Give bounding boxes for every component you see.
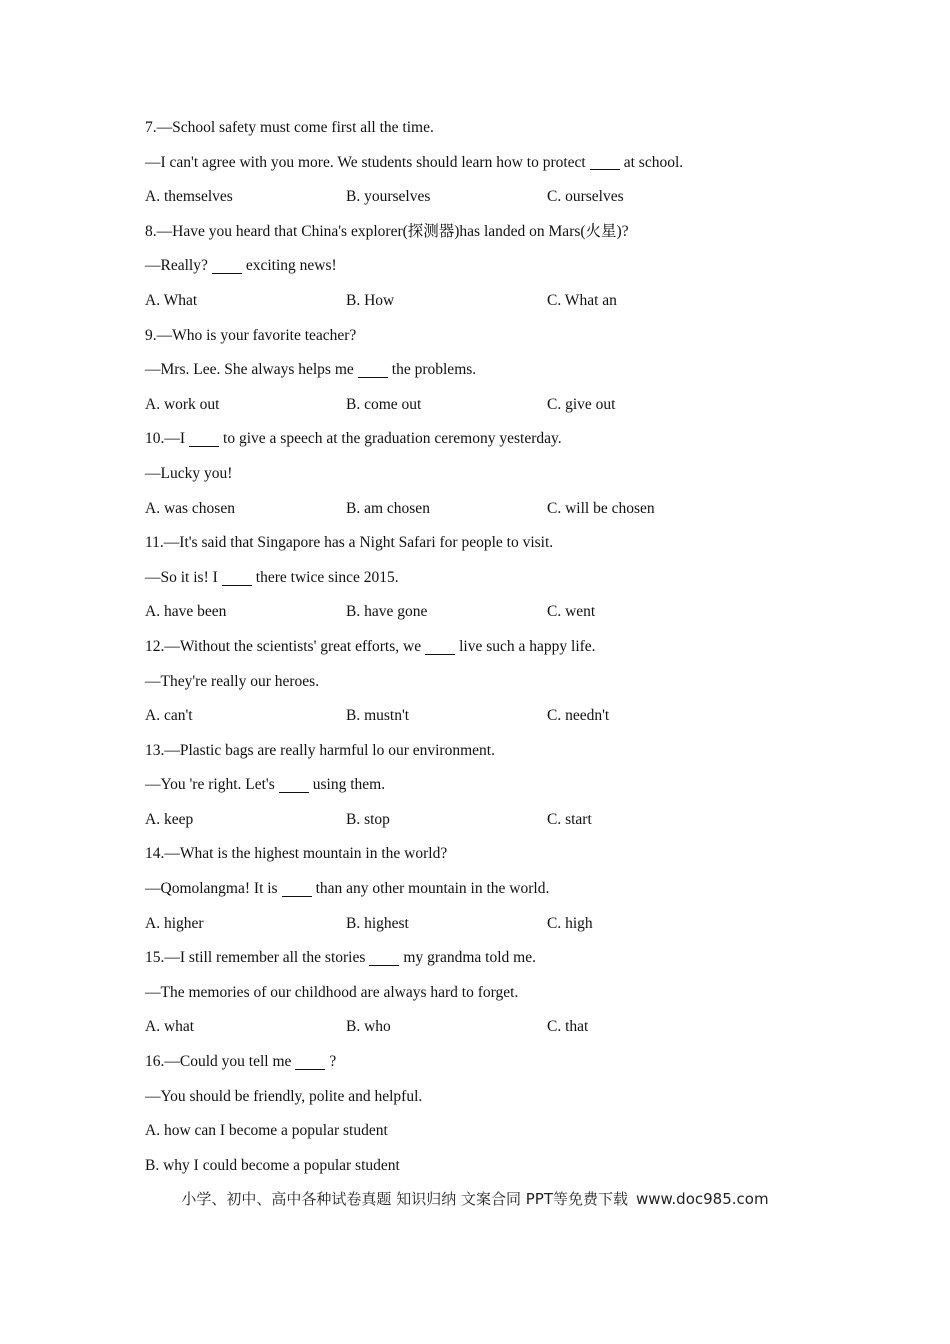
- reply-text-end: at school.: [623, 153, 684, 171]
- question-8-prompt: [145, 215, 845, 250]
- answer-blank: [282, 882, 312, 897]
- option-c: C. went: [547, 603, 596, 621]
- question-list: [145, 111, 845, 1183]
- question-15-options: [145, 1010, 845, 1045]
- answer-blank: [358, 363, 388, 378]
- answer-blank: [222, 571, 252, 586]
- reply-text-end: using them.: [312, 776, 386, 794]
- question-text: 16.—Could you tell me: [145, 1053, 292, 1071]
- question-14-options: [145, 907, 845, 942]
- option-a: A. how can I become a popular student: [145, 1122, 388, 1140]
- option-a: A. have been: [145, 603, 227, 621]
- reply-text: —The memories of our childhood are always hard to forget.: [145, 983, 519, 1001]
- option-b: B. come out: [346, 395, 422, 413]
- footer-text: 小学、初中、高中各种试卷真题 知识归纳 文案合同 PPT等免费下载: [181, 1190, 628, 1208]
- answer-blank: [425, 640, 455, 655]
- question-15-reply: [145, 976, 845, 1011]
- option-a: A. themselves: [145, 188, 233, 206]
- reply-text: —Mrs. Lee. She always helps me: [145, 361, 354, 379]
- reply-text-end: there twice since 2015.: [255, 568, 399, 586]
- question-text: 9.—Who is your favorite teacher?: [145, 326, 357, 344]
- option-a: A. work out: [145, 395, 220, 413]
- option-b: B. yourselves: [346, 188, 431, 206]
- question-text: 11.—It's said that Singapore has a Night Safari for people to visit.: [145, 534, 554, 552]
- question-11-prompt: [145, 526, 845, 561]
- question-text: 14.—What is the highest mountain in the world?: [145, 845, 448, 863]
- option-a: A. was chosen: [145, 499, 235, 517]
- answer-blank: [189, 432, 219, 447]
- question-text: 10.—I: [145, 430, 186, 448]
- option-a: A. What: [145, 291, 198, 309]
- question-9-reply: [145, 353, 845, 388]
- question-16-option-b: [145, 1149, 845, 1184]
- option-c: C. give out: [547, 395, 616, 413]
- footer-url: www.doc985.com: [635, 1190, 769, 1208]
- question-text-end: ?: [329, 1053, 337, 1071]
- option-b: B. am chosen: [346, 499, 430, 517]
- answer-blank: [212, 259, 242, 274]
- option-c: C. that: [547, 1018, 589, 1036]
- reply-text: —Lucky you!: [145, 464, 233, 482]
- question-11-reply: [145, 561, 845, 596]
- question-16-prompt: [145, 1045, 845, 1080]
- question-16-option-a: [145, 1114, 845, 1149]
- question-text: 15.—I still remember all the stories: [145, 949, 366, 967]
- option-c: C. needn't: [547, 707, 610, 725]
- option-c: C. ourselves: [547, 188, 624, 206]
- reply-text: —You 're right. Let's: [145, 776, 275, 794]
- reply-text-end: exciting news!: [245, 257, 337, 275]
- question-12-prompt: [145, 630, 845, 665]
- option-c: C. will be chosen: [547, 499, 655, 517]
- option-b: B. have gone: [346, 603, 428, 621]
- question-text-end: live such a happy life.: [459, 637, 596, 655]
- option-a: A. higher: [145, 914, 204, 932]
- question-7-reply: [145, 146, 845, 181]
- question-10-options: [145, 492, 845, 527]
- question-text: 12.—Without the scientists' great efforts, we: [145, 637, 422, 655]
- reply-text: —Qomolangma! It is: [145, 880, 278, 898]
- reply-text-end: than any other mountain in the world.: [315, 880, 550, 898]
- question-8-reply: [145, 249, 845, 284]
- option-b: B. who: [346, 1018, 391, 1036]
- question-8-options: [145, 284, 845, 319]
- question-11-options: [145, 595, 845, 630]
- question-14-prompt: [145, 837, 845, 872]
- question-7-prompt: [145, 111, 845, 146]
- question-text-end: my grandma told me.: [403, 949, 536, 967]
- reply-text-end: the problems.: [391, 361, 477, 379]
- question-10-prompt: [145, 422, 845, 457]
- reply-text: —They're really our heroes.: [145, 672, 320, 690]
- reply-text: —Really?: [145, 257, 208, 275]
- page-footer: [0, 1188, 950, 1209]
- question-text: 8.—Have you heard that China's explorer(探测器)has landed on Mars(火星)?: [145, 222, 629, 240]
- answer-blank: [279, 778, 309, 793]
- option-a: A. what: [145, 1018, 195, 1036]
- question-13-prompt: [145, 734, 845, 769]
- question-text: 13.—Plastic bags are really harmful lo our environment.: [145, 741, 495, 759]
- question-12-reply: [145, 665, 845, 700]
- option-a: A. can't: [145, 707, 193, 725]
- question-7-options: [145, 180, 845, 215]
- question-15-prompt: [145, 941, 845, 976]
- answer-blank: [590, 155, 620, 170]
- option-c: C. What an: [547, 291, 617, 309]
- question-text-end: to give a speech at the graduation ceremony yesterday.: [223, 430, 562, 448]
- reply-text: —You should be friendly, polite and helpful.: [145, 1087, 423, 1105]
- reply-text: —So it is! I: [145, 568, 218, 586]
- option-a: A. keep: [145, 810, 194, 828]
- question-14-reply: [145, 872, 845, 907]
- option-b: B. How: [346, 291, 395, 309]
- answer-blank: [369, 951, 399, 966]
- option-b: B. stop: [346, 810, 390, 828]
- option-b: B. mustn't: [346, 707, 410, 725]
- question-13-reply: [145, 768, 845, 803]
- option-c: C. start: [547, 810, 592, 828]
- question-10-reply: [145, 457, 845, 492]
- option-b: B. highest: [346, 914, 409, 932]
- question-16-reply: [145, 1080, 845, 1115]
- question-9-prompt: [145, 319, 845, 354]
- question-13-options: [145, 803, 845, 838]
- option-b: B. why I could become a popular student: [145, 1156, 400, 1174]
- question-12-options: [145, 699, 845, 734]
- reply-text: —I can't agree with you more. We students should learn how to protect: [145, 153, 586, 171]
- option-c: C. high: [547, 914, 593, 932]
- question-text: 7.—School safety must come first all the time.: [145, 119, 434, 136]
- answer-blank: [295, 1055, 325, 1070]
- question-9-options: [145, 388, 845, 423]
